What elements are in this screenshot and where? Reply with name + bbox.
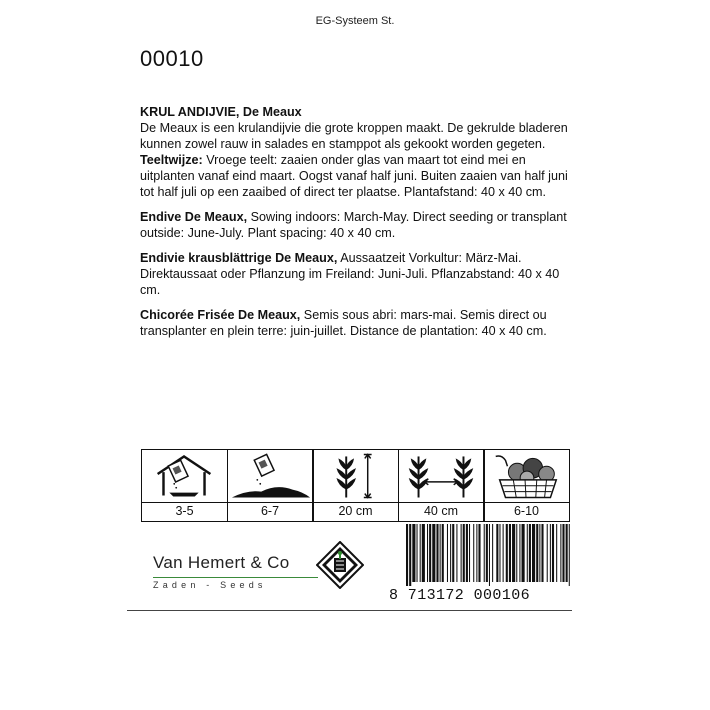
- icon-cell-indoor: [141, 449, 228, 522]
- barcode-bar: [469, 524, 470, 582]
- label-nl-teeltwijze: Teeltwijze:: [140, 153, 203, 167]
- barcode-bar: [516, 524, 517, 582]
- barcode-bar: [536, 524, 538, 582]
- plant-spacing-icon: [399, 450, 484, 503]
- icon-cell-spacing: [398, 449, 485, 522]
- harvest-basket-icon: [484, 450, 569, 503]
- barcode-bar: [478, 524, 480, 582]
- bottom-rule: [127, 610, 572, 611]
- description-de: [140, 250, 572, 298]
- title-fr: Chicorée Frisée De Meaux,: [140, 308, 301, 322]
- body-en: Sowing indoors: March-May. Direct seeding or transplant outside: June-July. Plant spacing: 40 x 40 cm.: [140, 210, 567, 240]
- barcode-bar: [509, 524, 511, 582]
- barcode-bar: [550, 524, 551, 582]
- barcode-bar: [440, 524, 441, 582]
- description-block: [140, 104, 572, 348]
- body-nl-2: Vroege teelt: zaaien onder glas van maart tot eind mei en uitplanten vanaf eind maart. Oogst vanaf half juni. Buiten zaaien van half juni tot half juli op een zaaibed of direct ter plaatse. Plantafstand: 40 x 40 cm.: [140, 153, 568, 199]
- icon-label-outdoor: 6-7: [260, 504, 280, 518]
- barcode-bar: [452, 524, 454, 582]
- barcode-bar: [522, 524, 525, 582]
- barcode-bar: [436, 524, 438, 582]
- barcode-bar: [450, 524, 451, 582]
- outdoor-sowing-icon: [228, 450, 313, 503]
- barcode-bar: [569, 524, 570, 586]
- barcode-number: 8 713172 000106: [389, 587, 531, 604]
- system-label: EG-Systeem St.: [315, 15, 395, 27]
- barcode-bar: [417, 524, 418, 582]
- barcode-bar: [539, 524, 540, 582]
- description-en: [140, 209, 572, 241]
- description-fr: [140, 307, 572, 339]
- plant-height-icon: [313, 450, 398, 503]
- title-nl: KRUL ANDIJVIE, De Meaux: [140, 105, 302, 119]
- icon-label-indoor: 3-5: [175, 504, 194, 518]
- barcode-bar: [486, 524, 488, 582]
- body-nl-1: De Meaux is een krulandijvie die grote kroppen maakt. De gekrulde bladeren kunnen zowel rauw in salades en stamppot als gekookt worden gegeten.: [140, 121, 568, 151]
- brand-logo-icon: [316, 541, 364, 589]
- barcode-bar: [492, 524, 493, 582]
- barcode-bar: [420, 524, 421, 582]
- barcode-bar: [512, 524, 515, 582]
- body-de: Aussaatzeit Vorkultur: März-Mai. Direktaussaat oder Pflanzung im Freiland: Juni-Juli. Pflanzabstand: 40 x 40 cm.: [140, 251, 560, 297]
- brand-divider: [153, 577, 318, 578]
- barcode-bar: [463, 524, 465, 582]
- icon-cell-height: [312, 449, 399, 522]
- title-de: Endivie krausblättrige De Meaux,: [140, 251, 338, 265]
- barcode-bar: [456, 524, 457, 582]
- barcode-bar: [547, 524, 548, 582]
- barcode-bar: [527, 524, 528, 582]
- indoor-sowing-icon: [142, 450, 227, 503]
- body-fr: Semis sous abri: mars-mai. Semis direct ou transplanter en plein terre: juin-juillet. Distance de plantation: 40 x 40 cm.: [140, 308, 547, 338]
- barcode-bar: [562, 524, 564, 582]
- icon-label-spacing: 40 cm: [423, 504, 459, 518]
- barcode-bar: [432, 524, 435, 582]
- barcode-bar: [566, 524, 568, 582]
- barcode-bar: [427, 524, 428, 582]
- barcode-bar: [484, 524, 485, 582]
- icon-cell-outdoor: [227, 449, 314, 522]
- barcode-bar: [503, 524, 504, 582]
- barcode-bar: [552, 524, 554, 582]
- description-nl: [140, 104, 572, 200]
- barcode-bar: [476, 524, 477, 582]
- barcode-bar: [506, 524, 508, 582]
- barcode-bar: [422, 524, 425, 582]
- barcode-bar: [489, 524, 490, 586]
- barcode-bar: [556, 524, 557, 582]
- barcode-bar: [447, 524, 448, 582]
- barcode-bar: [461, 524, 462, 582]
- barcode-bar: [560, 524, 561, 582]
- cultivation-icons: [141, 449, 570, 522]
- barcode-bar: [442, 524, 444, 582]
- brand-block: [153, 553, 318, 590]
- barcode-bar: [466, 524, 468, 582]
- icon-label-height: 20 cm: [338, 504, 373, 518]
- barcode-bar: [532, 524, 535, 582]
- barcode-bar: [541, 524, 543, 582]
- barcode-bar: [496, 524, 498, 582]
- brand-name: Van Hemert & Co: [153, 553, 290, 572]
- barcode-bar: [529, 524, 531, 582]
- barcode-bar: [409, 524, 411, 586]
- icon-cell-harvest: [483, 449, 570, 522]
- product-code: 00010: [140, 46, 204, 71]
- barcode-bar: [406, 524, 408, 586]
- barcode-bar: [499, 524, 500, 582]
- barcode-bar: [473, 524, 474, 582]
- barcode-bar: [429, 524, 431, 582]
- brand-subtitle: Zaden - Seeds: [153, 580, 267, 590]
- title-en: Endive De Meaux,: [140, 210, 248, 224]
- icon-label-harvest: 6-10: [513, 504, 540, 518]
- barcode-bar: [412, 524, 415, 582]
- barcode-bar: [519, 524, 520, 582]
